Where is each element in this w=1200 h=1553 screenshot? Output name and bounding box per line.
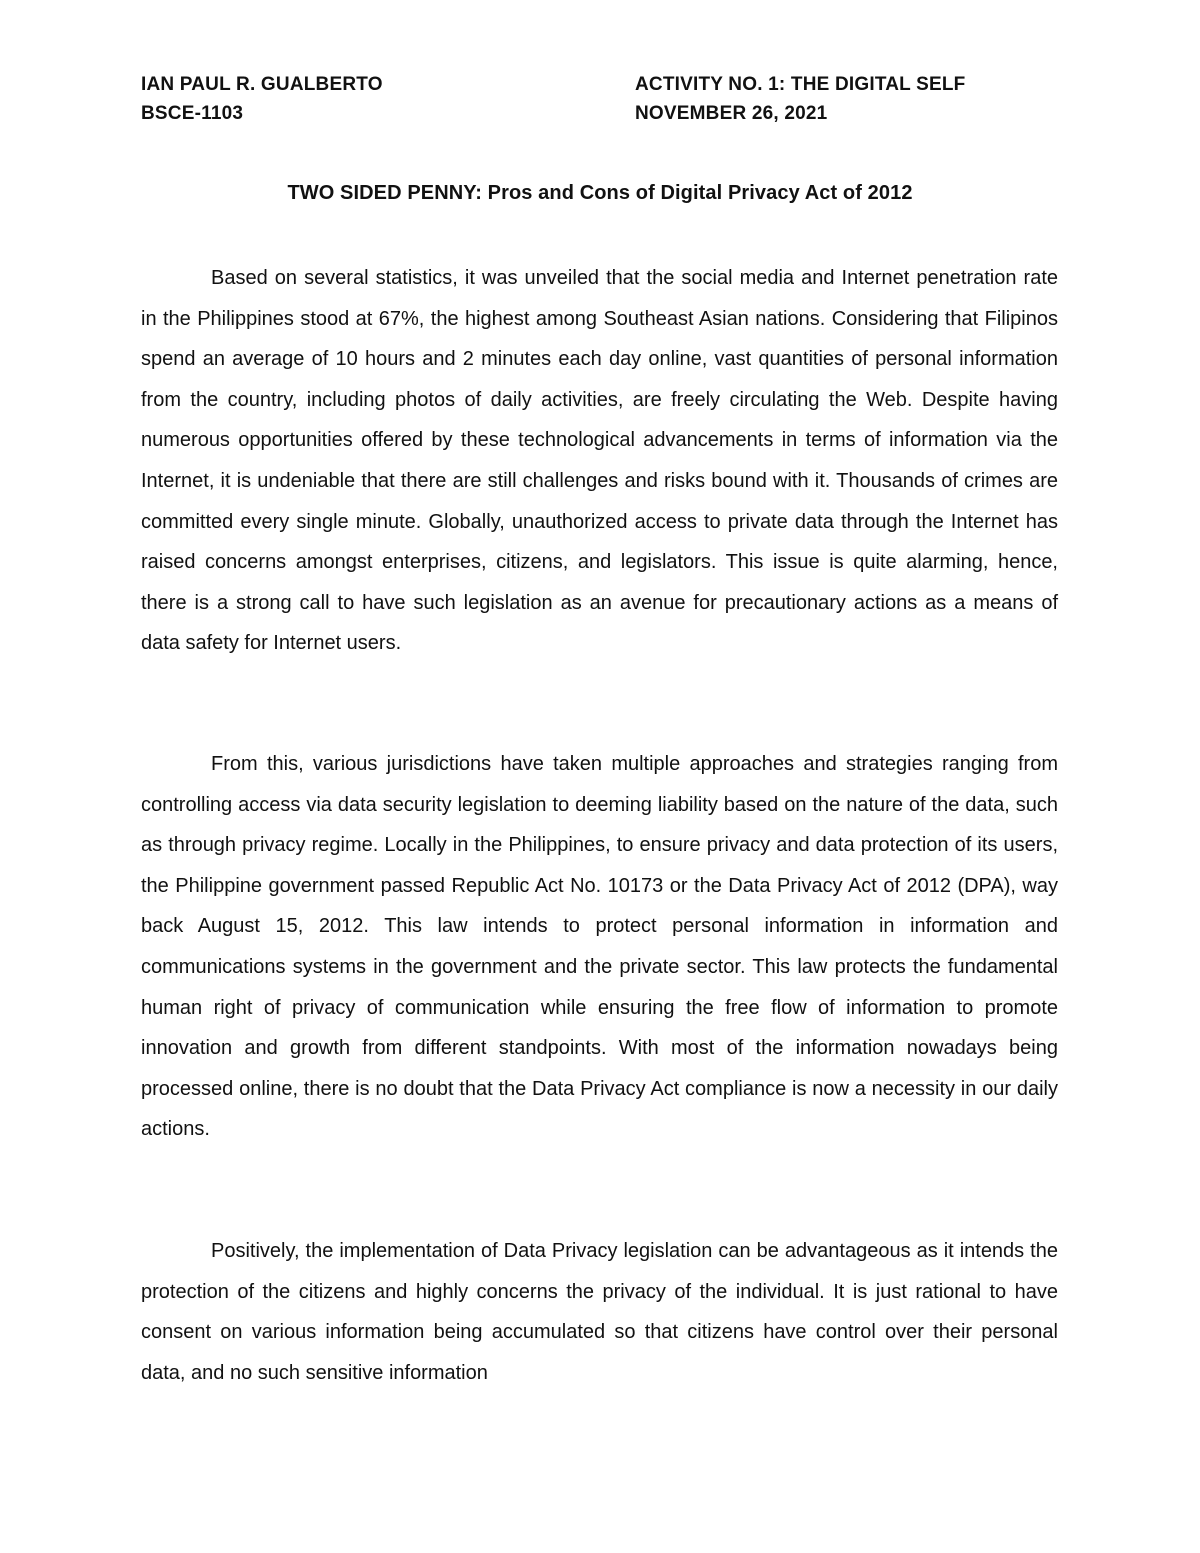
author-name: IAN PAUL R. GUALBERTO — [141, 73, 383, 95]
header-row-2 — [141, 99, 1061, 128]
course-section: BSCE-1103 — [141, 102, 244, 124]
body-paragraph: Based on several statistics, it was unveiled that the social media and Internet penetration rate in the Philippines stood at 67%, the highest among Southeast Asian nations. Considering that Filipinos spend an average of 10 hours and 2 minutes each day online, vast quantities of personal information from the country, including photos of daily activities, are freely circulating the Web. Despite having numerous opportunities offered by these technological advancements in terms of information via the Internet, it is undeniable that there are still challenges and risks bound with it. Thousands of crimes are committed every single minute. Globally, unauthorized access to private data through the Internet has raised concerns amongst enterprises, citizens, and legislators. This issue is quite alarming, hence, there is a strong call to have such legislation as an avenue for precautionary actions as a means of data safety for Internet users. — [141, 267, 1058, 655]
body-paragraph: Positively, the implementation of Data Privacy legislation can be advantageous as it intends the protection of the citizens and highly concerns the privacy of the individual. It is just rational to have consent on various information being accumulated so that citizens have control over their personal data, and no such sensitive information — [141, 1240, 1058, 1384]
document-title: TWO SIDED PENNY: Pros and Cons of Digital Privacy Act of 2012 — [287, 182, 913, 204]
activity-title: ACTIVITY NO. 1: THE DIGITAL SELF — [635, 73, 966, 95]
body-paragraph: From this, various jurisdictions have taken multiple approaches and strategies ranging from controlling access via data security legislation to deeming liability based on the nature of the data, such as through privacy regime. Locally in the Philippines, to ensure privacy and data protection of its users, the Philippine government passed Republic Act No. 10173 or the Data Privacy Act of 2012 (DPA), way back August 15, 2012. This law intends to protect personal information in information and communications systems in the government and the private sector. This law protects the fundamental human right of privacy of communication while ensuring the free flow of information to promote innovation and growth from different standpoints. With most of the information nowadays being processed online, there is no doubt that the Data Privacy Act compliance is now a necessity in our daily actions. — [141, 753, 1058, 1141]
document-header — [141, 70, 1061, 128]
header-row-1 — [141, 70, 1061, 99]
document-date: NOVEMBER 26, 2021 — [635, 102, 828, 124]
